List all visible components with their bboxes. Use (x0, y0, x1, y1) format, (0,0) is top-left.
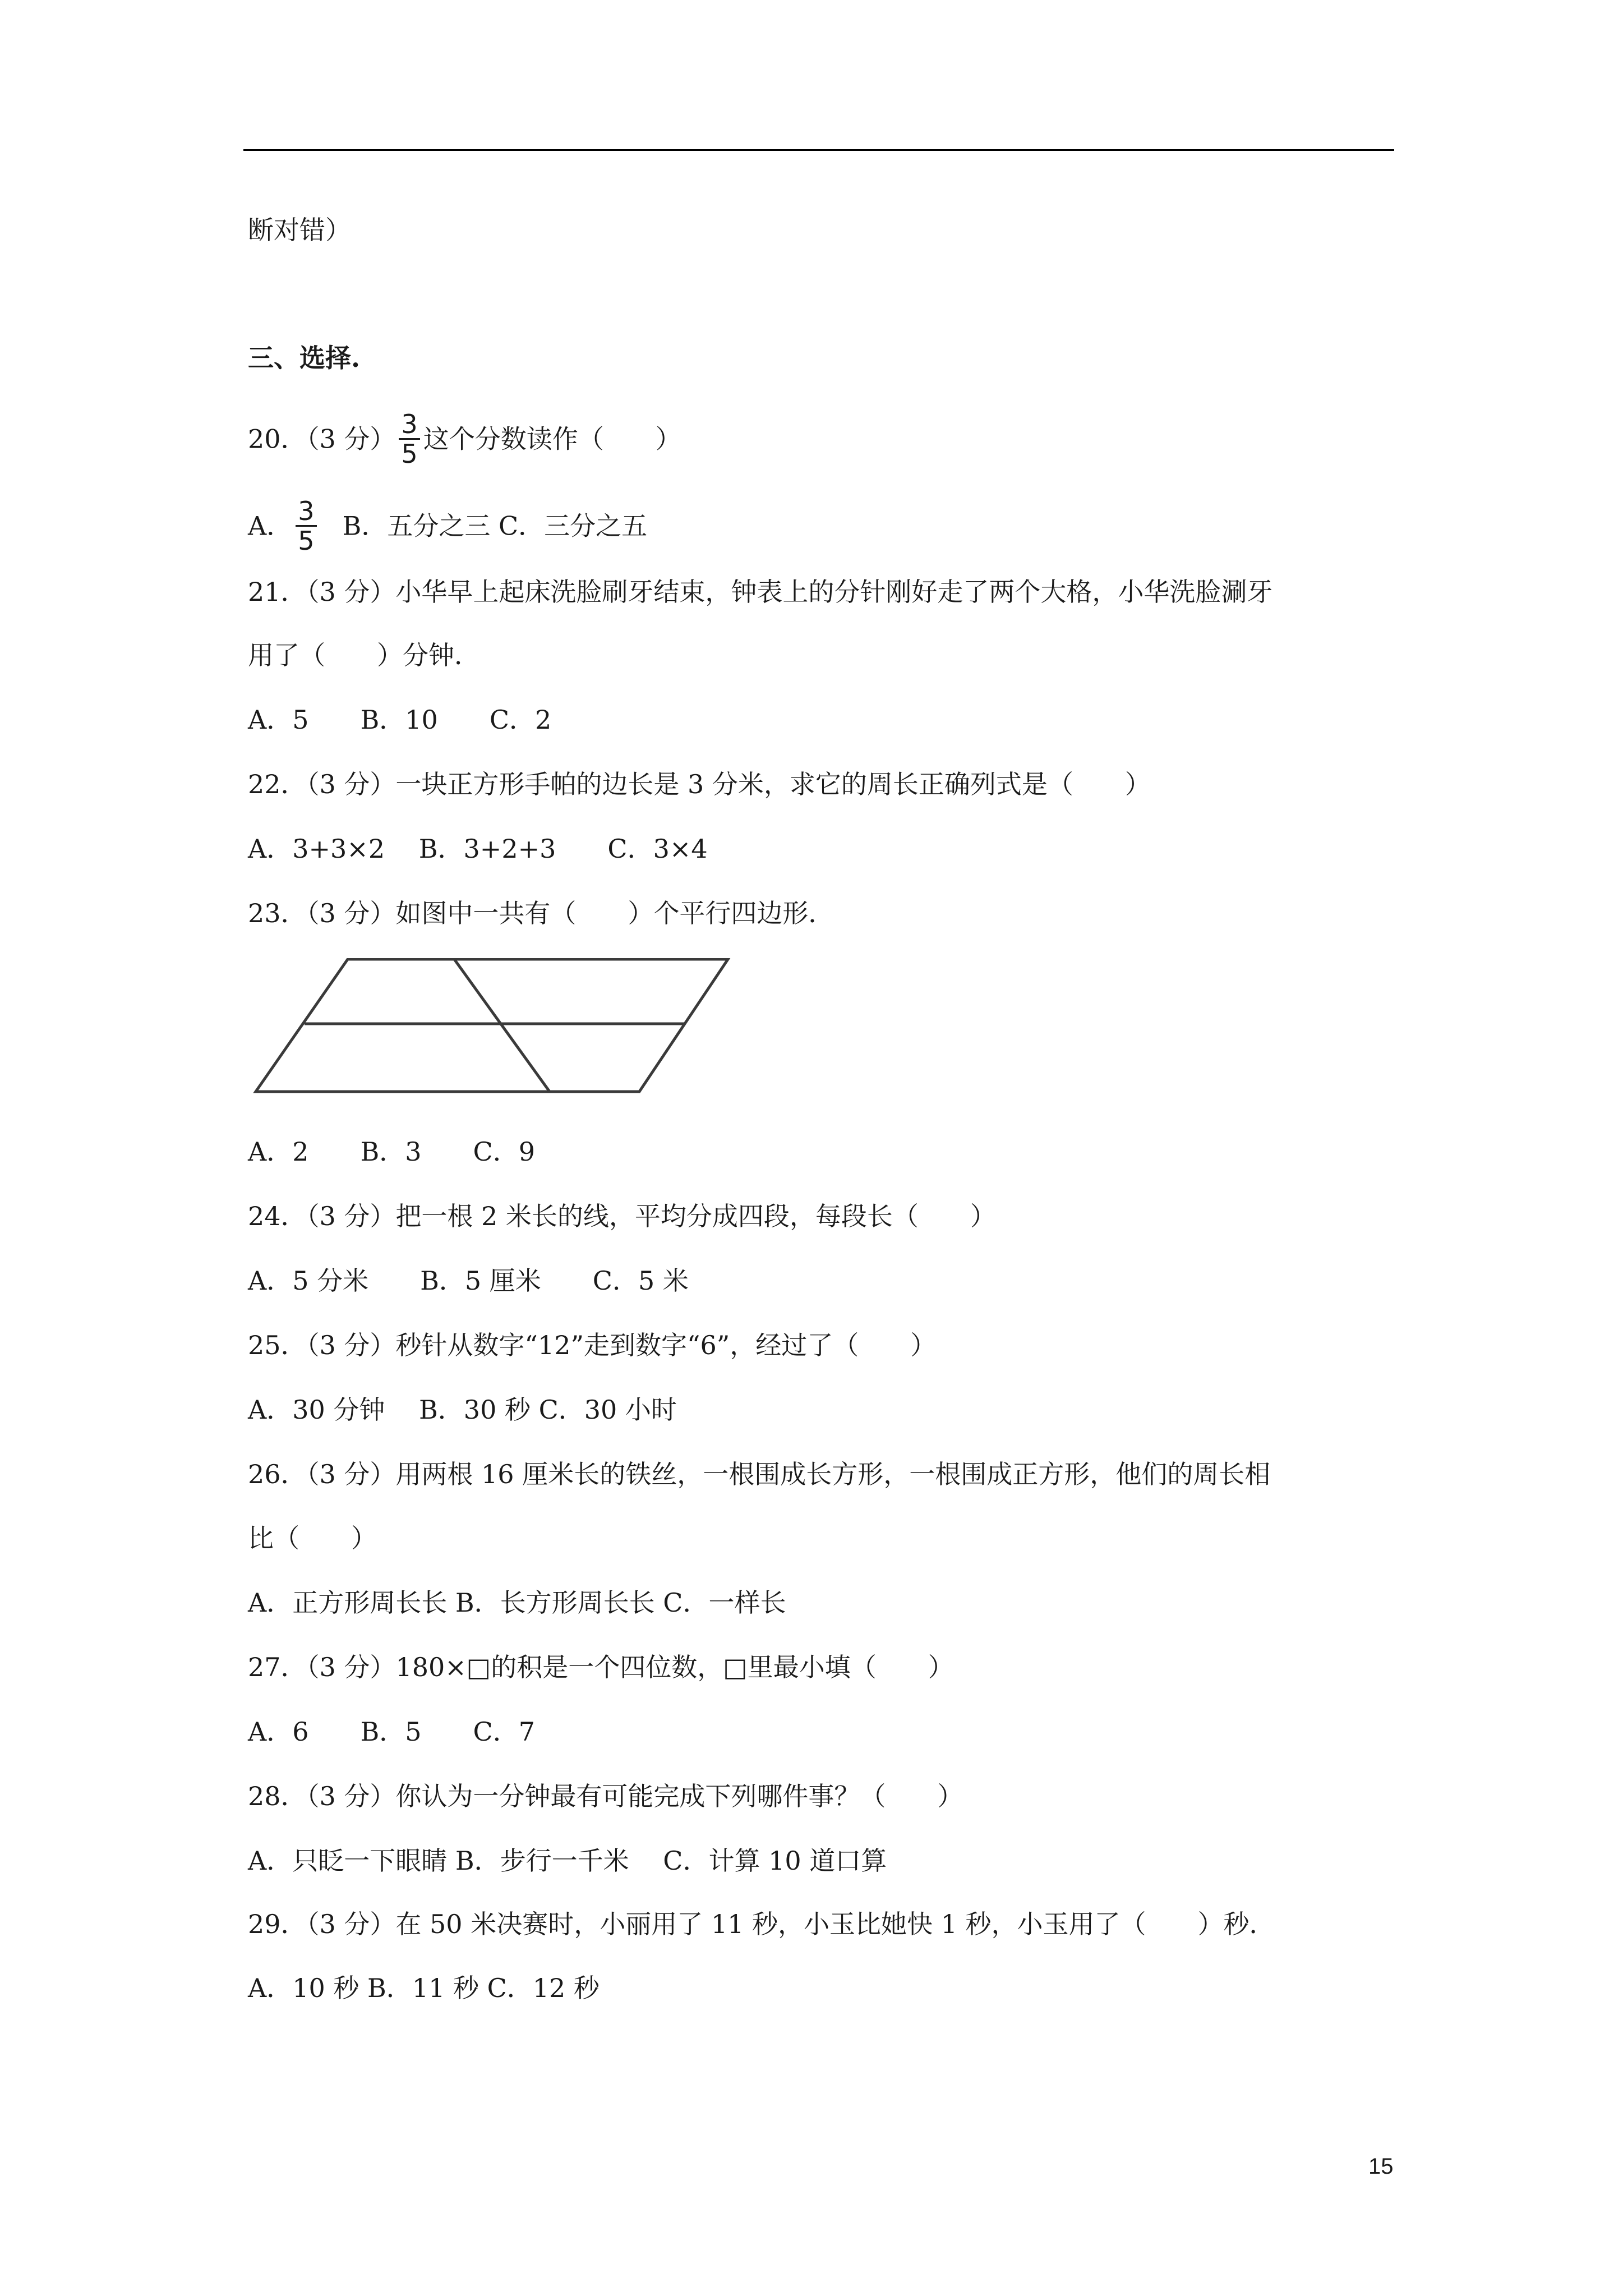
question-26-line2: 比（ ） (248, 1523, 377, 1553)
question-29-options: A．10 秒 B．11 秒 C．12 秒 (248, 1973, 600, 2003)
q20-suffix: 这个分数读作（ ） (423, 424, 681, 454)
q20-frac-num: 3 (399, 410, 419, 440)
question-22-options: A．3+3×2 B．3+2+3 C．3×4 (248, 834, 708, 864)
question-23-options: A．2 B．3 C．9 (248, 1137, 536, 1167)
slanted-divider (454, 959, 550, 1092)
question-21-options: A．5 B．10 C．2 (248, 705, 552, 735)
question-22: 22．（3 分）一块正方形手帕的边长是 3 分米，求它的周长正确列式是（ ） (248, 769, 1151, 799)
question-26-line1: 26．（3 分）用两根 16 厘米长的铁丝，一根围成长方形，一根围成正方形，他们的周长相 (248, 1459, 1271, 1489)
question-25: 25．（3 分）秒针从数字“12”走到数字“6”，经过了（ ） (248, 1330, 937, 1360)
q20-option-b: B．五分之三 (342, 510, 491, 541)
question-24-options: A．5 分米 B．5 厘米 C．5 米 (248, 1266, 689, 1296)
question-21-line2: 用了（ ）分钟． (248, 640, 480, 670)
q20-option-c: C．三分之五 (498, 510, 648, 541)
outer-parallelogram (256, 959, 728, 1092)
question-20 (248, 409, 681, 470)
question-25-options: A．30 分钟 B．30 秒 C．30 小时 (248, 1395, 677, 1425)
q20-options (248, 496, 648, 557)
question-24: 24．（3 分）把一根 2 米长的线，平均分成四段，每段长（ ） (248, 1201, 996, 1231)
header-rule (243, 149, 1394, 151)
question-27-options: A．6 B．5 C．7 (248, 1717, 536, 1747)
parallelogram-figure (252, 958, 735, 1098)
q20-option-a-fraction (296, 497, 316, 555)
question-27: 27．（3 分）180×□的积是一个四位数，□里最小填（ ） (248, 1652, 954, 1682)
continuation-text: 断对错） (248, 215, 351, 245)
q20-opta-den: 5 (298, 526, 315, 556)
q20-option-a-label: A． (248, 510, 293, 541)
question-28-options: A．只眨一下眼睛 B．步行一千米 C．计算 10 道口算 (248, 1846, 887, 1876)
question-26-options: A．正方形周长长 B．长方形周长长 C．一样长 (248, 1588, 786, 1618)
section-title: 三、选择. (248, 343, 361, 373)
question-29: 29．（3 分）在 50 米决赛时，小丽用了 11 秒，小玉比她快 1 秒，小玉用了（ ）秒． (248, 1909, 1275, 1939)
q20-fraction (399, 410, 419, 468)
question-21-line1: 21．（3 分）小华早上起床洗脸刷牙结束，钟表上的分针刚好走了两个大格，小华洗脸涮牙 (248, 577, 1273, 607)
q20-frac-den: 5 (401, 439, 418, 469)
question-23: 23．（3 分）如图中一共有（ ）个平行四边形． (248, 898, 834, 928)
page-number: 15 (1368, 2154, 1394, 2179)
q20-opta-num: 3 (296, 497, 316, 527)
question-28: 28．（3 分）你认为一分钟最有可能完成下列哪件事？（ ） (248, 1781, 963, 1811)
q20-prefix: 20．（3 分） (248, 424, 396, 454)
